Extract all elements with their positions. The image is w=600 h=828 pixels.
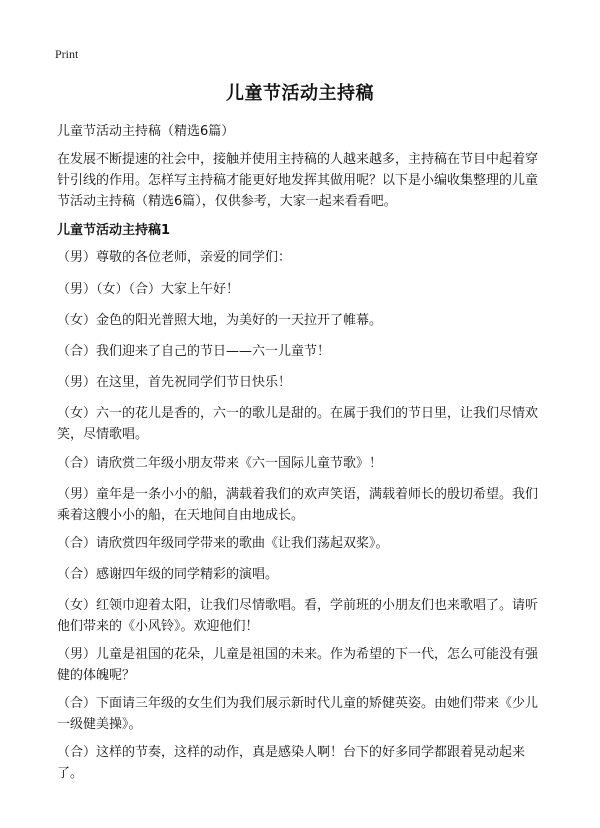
script-line: （合）下面请三年级的女生们为我们展示新时代儿童的矫健英姿。由她们带来《少儿一级健美操》。 xyxy=(57,696,539,732)
script-line: （合）请欣赏二年级小朋友带来《六一国际儿童节歌》！ xyxy=(57,456,383,471)
section-heading: 儿童节活动主持稿1 xyxy=(57,223,171,238)
script-line: （女）红领巾迎着太阳，让我们尽情歌唱。看，学前班的小朋友们也来歌唱了。请听他们带来的《小风铃》。欢迎他们！ xyxy=(57,598,539,634)
script-line: （男）儿童是祖国的花朵，儿童是祖国的未来。作为希望的下一代，怎么可能没有强健的体魄呢？ xyxy=(57,647,539,683)
script-line: （合）我们迎来了自己的节日——六一儿童节！ xyxy=(57,344,331,359)
page-title: 儿童节活动主持稿 xyxy=(226,83,374,104)
script-line: （合）这样的节奏，这样的动作，真是感染人啊！台下的好多同学都跟着晃动起来了。 xyxy=(57,745,526,781)
script-line: （女）金色的阳光普照大地，为美好的一天拉开了帷幕。 xyxy=(57,313,383,328)
script-line: （男）（女）（合）大家上午好！ xyxy=(57,282,240,297)
script-line: （男）在这里，首先祝同学们节日快乐！ xyxy=(57,375,292,390)
script-line: （男）童年是一条小小的船，满载着我们的欢声笑语，满载着师长的殷切希望。我们乘着这艘小小的船，在天地间自由地成长。 xyxy=(57,487,539,523)
script-line: （合）请欣赏四年级同学带来的歌曲《让我们荡起双桨》。 xyxy=(57,536,389,551)
print-link[interactable]: Print xyxy=(55,47,79,61)
script-line: （合）感谢四年级的同学精彩的演唱。 xyxy=(57,567,279,582)
script-line: （女）六一的花儿是香的，六一的歌儿是甜的。在属于我们的节日里，让我们尽情欢笑，尽情歌唱。 xyxy=(57,406,539,442)
script-line: （男）尊敬的各位老师，亲爱的同学们： xyxy=(57,250,292,265)
document-subtitle: 儿童节活动主持稿（精选6篇） xyxy=(57,124,235,139)
intro-paragraph: 在发展不断提速的社会中，接触并使用主持稿的人越来越多，主持稿在节目中起着穿针引线的作用。怎样写主持稿才能更好地发挥其做用呢？以下是小编收集整理的儿童节活动主持稿（精选6篇），仅供参考，大家一起来看看吧。 xyxy=(57,152,539,209)
